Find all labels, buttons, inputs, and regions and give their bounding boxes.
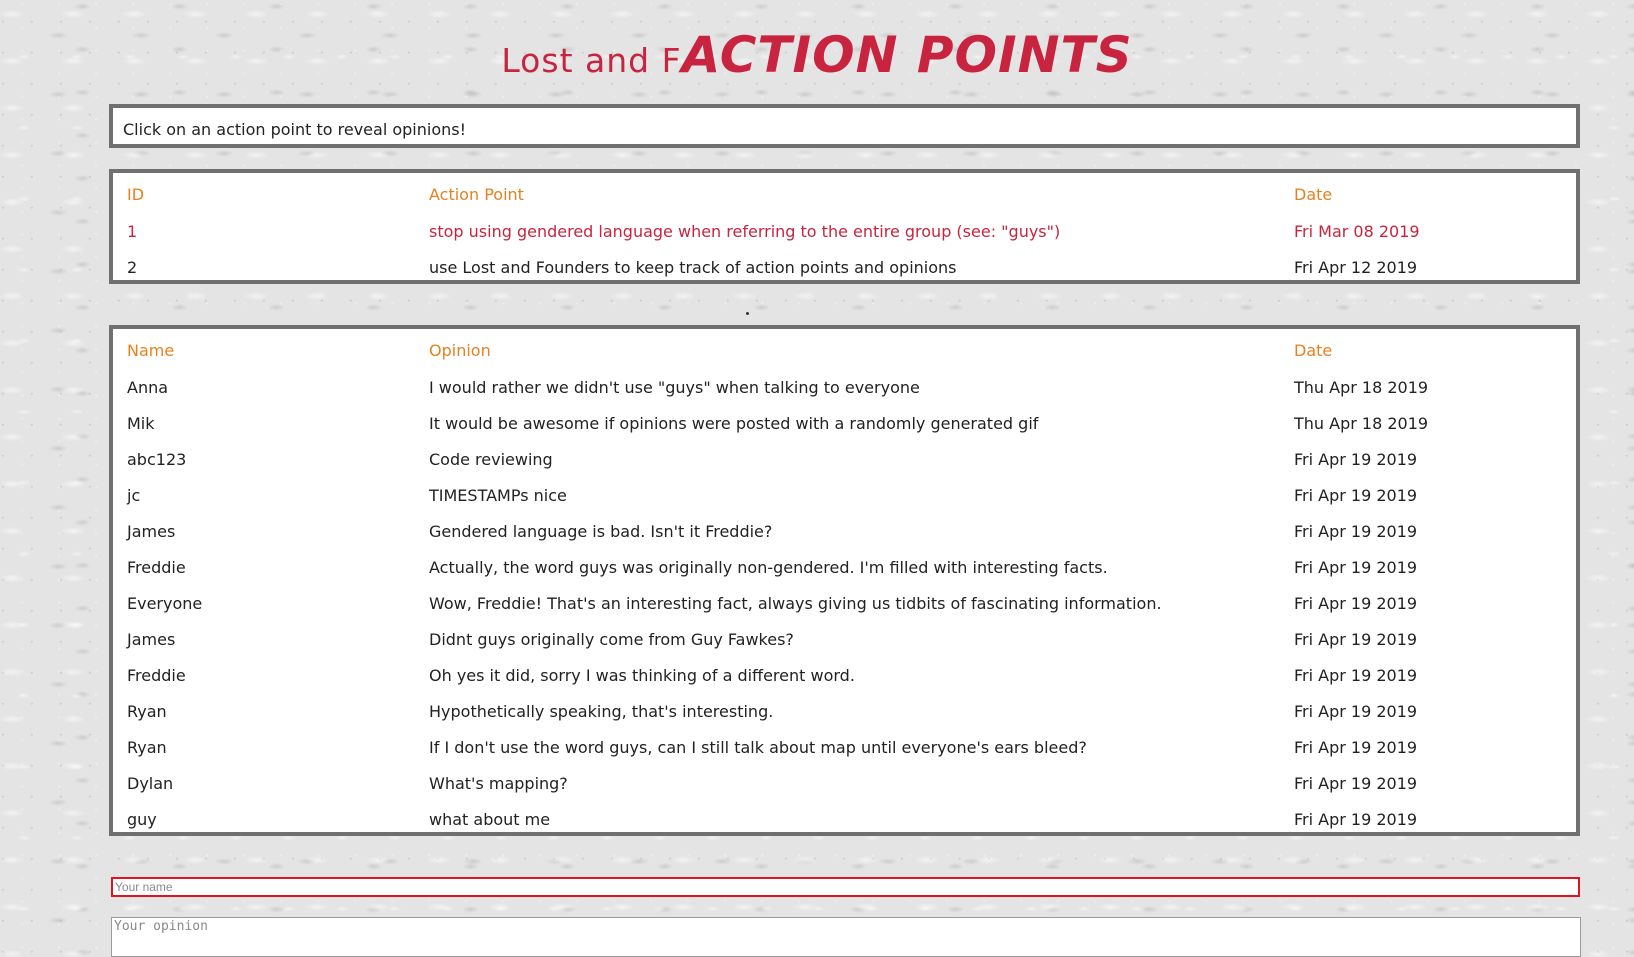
action-point-date: Fri Mar 08 2019 [1294, 221, 1420, 241]
action-point-id: 2 [127, 257, 138, 277]
column-header-date: Date [1294, 340, 1333, 360]
opinion-row [113, 621, 1576, 657]
opinion-row [113, 585, 1576, 621]
opinion-date: Thu Apr 18 2019 [1294, 413, 1429, 433]
opinion-row [113, 441, 1576, 477]
opinion-author: guy [127, 809, 157, 829]
column-header-date: Date [1294, 184, 1333, 204]
opinion-text: It would be awesome if opinions were posted with a randomly generated gif [429, 413, 1039, 433]
opinion-row [113, 405, 1576, 441]
column-header-id: ID [127, 184, 145, 204]
opinion-text: Gendered language is bad. Isn't it Freddie? [429, 521, 773, 541]
opinion-text: I would rather we didn't use "guys" when talking to everyone [429, 377, 920, 397]
opinion-row [113, 477, 1576, 513]
opinion-author: Ryan [127, 701, 167, 721]
opinion-author: Freddie [127, 557, 186, 577]
opinion-date: Fri Apr 19 2019 [1294, 809, 1418, 829]
name-input[interactable] [111, 877, 1580, 897]
opinion-text: Actually, the word guys was originally non-gendered. I'm filled with interesting facts. [429, 557, 1108, 577]
opinion-text: Code reviewing [429, 449, 553, 469]
opinion-row [113, 801, 1576, 837]
opinion-date: Fri Apr 19 2019 [1294, 557, 1418, 577]
opinion-author: Everyone [127, 593, 203, 613]
opinion-author: Mik [127, 413, 155, 433]
opinion-text: What's mapping? [429, 773, 568, 793]
opinion-row [113, 765, 1576, 801]
opinion-date: Fri Apr 19 2019 [1294, 593, 1418, 613]
opinion-date: Fri Apr 19 2019 [1294, 449, 1418, 469]
column-header-action-point: Action Point [429, 184, 524, 204]
page-title [0, 26, 1634, 84]
page-title-prefix: Lost and F [501, 41, 682, 80]
opinion-row [113, 513, 1576, 549]
action-points-table-container [109, 169, 1580, 284]
instruction-text: Click on an action point to reveal opinions! [123, 120, 467, 139]
column-header-name: Name [127, 340, 175, 360]
opinion-row [113, 693, 1576, 729]
action-point-row[interactable] [113, 213, 1576, 249]
action-point-date: Fri Apr 12 2019 [1294, 257, 1418, 277]
opinion-date: Fri Apr 19 2019 [1294, 629, 1418, 649]
action-point-text: use Lost and Founders to keep track of action points and opinions [429, 257, 957, 277]
opinion-row [113, 549, 1576, 585]
action-point-row[interactable] [113, 249, 1576, 285]
opinion-author: jc [127, 485, 141, 505]
opinion-date: Fri Apr 19 2019 [1294, 773, 1418, 793]
opinions-table-container [109, 325, 1580, 836]
opinion-text: what about me [429, 809, 551, 829]
opinion-author: James [127, 629, 176, 649]
opinions-header-row [113, 329, 1576, 369]
opinion-author: Freddie [127, 665, 186, 685]
opinion-date: Fri Apr 19 2019 [1294, 521, 1418, 541]
decorative-dot [746, 312, 749, 315]
action-points-header-row [113, 173, 1576, 213]
opinion-text: Wow, Freddie! That's an interesting fact, always giving us tidbits of fascinating information. [429, 593, 1162, 613]
opinions-table [113, 329, 1576, 837]
opinion-author: abc123 [127, 449, 187, 469]
column-header-opinion: Opinion [429, 340, 491, 360]
opinion-date: Fri Apr 19 2019 [1294, 485, 1418, 505]
opinion-date: Fri Apr 19 2019 [1294, 701, 1418, 721]
opinion-author: James [127, 521, 176, 541]
opinion-row [113, 729, 1576, 765]
opinion-text: TIMESTAMPs nice [429, 485, 567, 505]
opinion-row [113, 657, 1576, 693]
action-point-text: stop using gendered language when referring to the entire group (see: "guys") [429, 221, 1061, 241]
action-points-table [113, 173, 1576, 285]
opinion-textarea[interactable] [111, 917, 1581, 957]
opinion-text: If I don't use the word guys, can I still talk about map until everyone's ears bleed? [429, 737, 1087, 757]
opinion-text: Didnt guys originally come from Guy Fawkes? [429, 629, 794, 649]
page-title-main: ACTION POINTS [681, 26, 1133, 84]
opinion-text: Oh yes it did, sorry I was thinking of a different word. [429, 665, 855, 685]
instruction-box [109, 104, 1580, 148]
opinion-author: Ryan [127, 737, 167, 757]
opinion-date: Fri Apr 19 2019 [1294, 737, 1418, 757]
opinion-row [113, 369, 1576, 405]
opinion-date: Fri Apr 19 2019 [1294, 665, 1418, 685]
opinion-author: Dylan [127, 773, 174, 793]
opinion-text: Hypothetically speaking, that's interesting. [429, 701, 774, 721]
opinion-date: Thu Apr 18 2019 [1294, 377, 1429, 397]
opinion-author: Anna [127, 377, 169, 397]
action-point-id: 1 [127, 221, 138, 241]
